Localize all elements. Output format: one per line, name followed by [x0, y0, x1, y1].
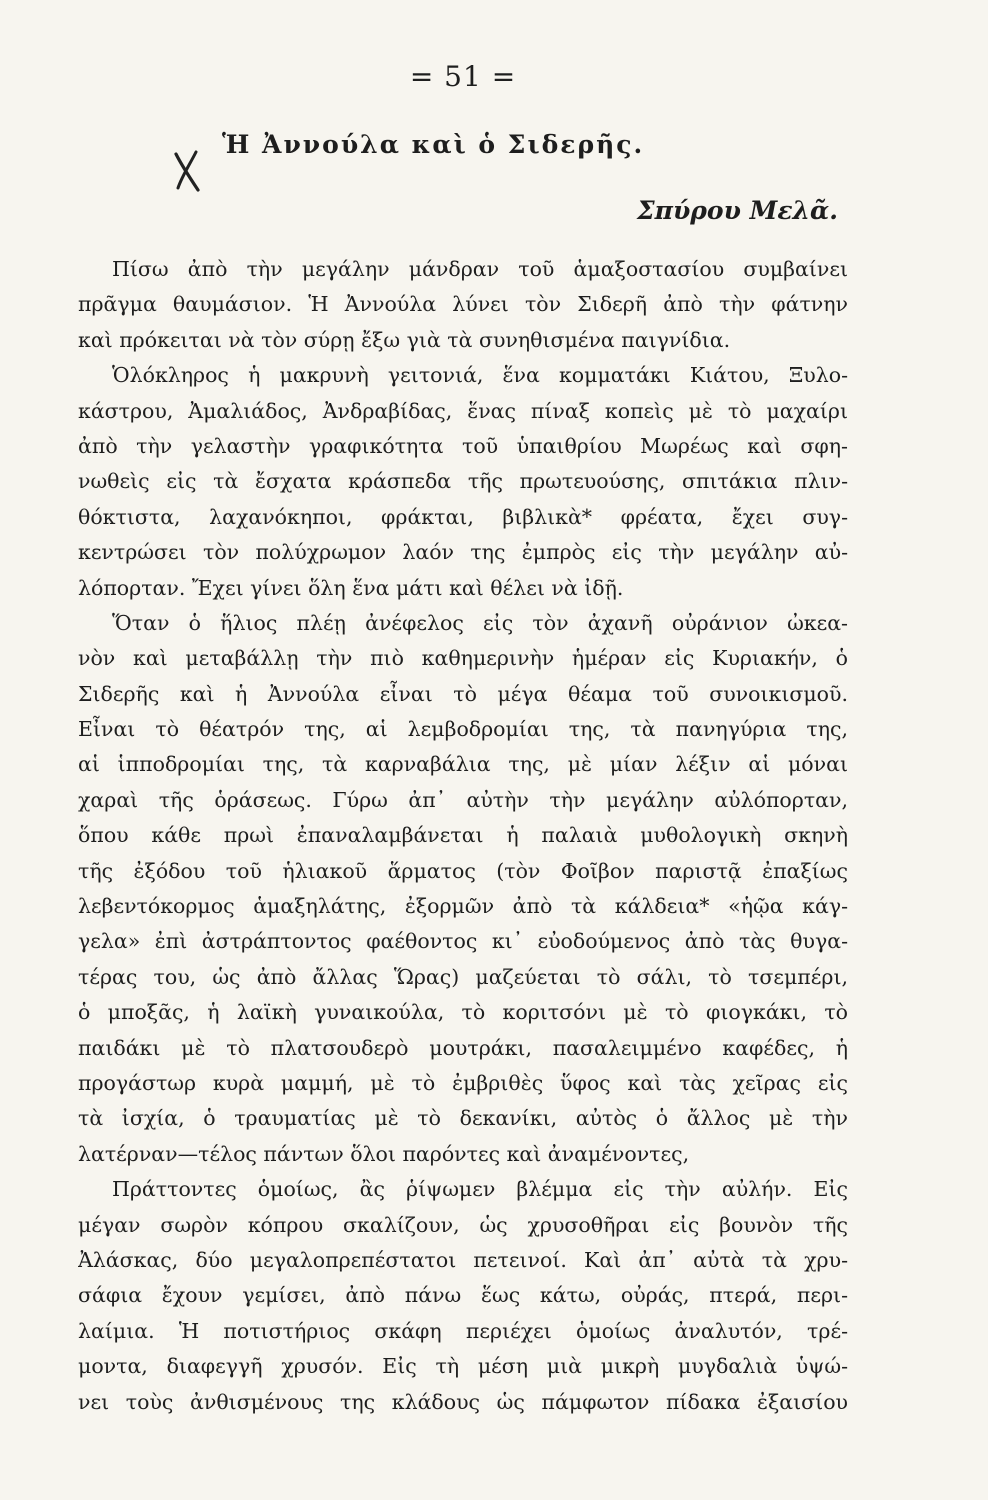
text-line: προγάστωρ κυρὰ μαμμή, μὲ τὸ ἐμβριθὲς ὕφος καὶ τὰς χεῖρας εἰς — [78, 1070, 848, 1095]
text-line: μοντα, διαφεγγῆ χρυσόν. Εἰς τὴ μέση μιὰ μικρὴ μυγδαλιὰ ὑψώ- — [78, 1354, 848, 1379]
handwritten-x-mark-icon — [170, 148, 204, 194]
text-line: νωθεὶς εἰς τὰ ἔσχατα κράσπεδα τῆς πρωτευούσης, σπιτάκια πλιν- — [78, 469, 848, 494]
text-line: τέρας του, ὡς ἀπὸ ἄλλας Ὥρας) μαζεύεται τὸ σάλι, τὸ τσεμπέρι, — [78, 964, 848, 989]
text-line: ἀπὸ τὴν γελαστὴν γραφικότητα τοῦ ὑπαιθρίου Μωρέως καὶ σφη- — [78, 433, 848, 458]
text-line: Ὁλόκληρος ἡ μακρυνὴ γειτονιά, ἕνα κομματάκι Κιάτου, Ξυλο- — [112, 363, 848, 388]
page-number: = 51 = — [409, 60, 517, 93]
text-line: κεντρώσει τὸν πολύχρωμον λαόν της ἐμπρὸς εἰς τὴν μεγάλην αὐ- — [78, 540, 848, 565]
text-line: ὁ μποξᾶς, ἡ λαϊκὴ γυναικούλα, τὸ κοριτσόνι μὲ τὸ φιογκάκι, τὸ — [78, 1000, 848, 1025]
text-line: Σιδερῆς καὶ ἡ Ἀννούλα εἶναι τὸ μέγα θέαμα τοῦ συνοικισμοῦ. — [78, 681, 848, 706]
text-line: θόκτιστα, λαχανόκηποι, φράκται, βιβλικὰ* φρέατα, ἔχει συγ- — [78, 504, 848, 529]
text-line: γελα» ἐπὶ ἀστράπτοντος φαέθοντος κι᾽ εὐοδούμενος ἀπὸ τὰς θυγα- — [78, 929, 848, 954]
chapter-title: Ἡ Ἀννούλα καὶ ὁ Σιδερῆς. — [222, 130, 645, 159]
text-line: Πράττοντες ὁμοίως, ἂς ῥίψωμεν βλέμμα εἰς τὴν αὐλήν. Εἰς — [112, 1177, 848, 1202]
text-line: αἱ ἱπποδρομίαι της, τὰ καρναβάλια της, μὲ μίαν λέξιν αἱ μόναι — [78, 752, 848, 777]
text-line: τὰ ἰσχία, ὁ τραυματίας μὲ τὸ δεκανίκι, αὐτὸς ὁ ἄλλος μὲ τὴν — [78, 1106, 848, 1131]
author-name: Σπύρου Μελᾶ. — [636, 196, 838, 225]
text-line: νὸν καὶ μεταβάλλῃ τὴν πιὸ καθημερινὴν ἡμέραν εἰς Κυριακήν, ὁ — [78, 646, 848, 671]
text-line: μέγαν σωρὸν κόπρου σκαλίζουν, ὡς χρυσοθῆραι εἰς βουνὸν τῆς — [78, 1212, 848, 1237]
text-line: λατέρναν—τέλος πάντων ὅλοι παρόντες καὶ ἀναμένοντες, — [78, 1141, 690, 1166]
text-line: τῆς ἐξόδου τοῦ ἡλιακοῦ ἅρματος (τὸν Φοῖβον παριστᾷ ἐπαξίως — [78, 858, 848, 883]
text-line: χαραὶ τῆς ὁράσεως. Γύρω ἀπ᾽ αὐτὴν τὴν μεγάλην αὐλόπορταν, — [78, 787, 848, 812]
text-line: σάφια ἔχουν γεμίσει, ἀπὸ πάνω ἕως κάτω, οὐράς, πτερά, περι- — [78, 1283, 848, 1308]
text-line: κάστρου, Ἀμαλιάδος, Ἀνδραβίδας, ἕνας πίναξ κοπεὶς μὲ τὸ μαχαίρι — [78, 398, 848, 423]
text-line: Εἶναι τὸ θέατρόν της, αἱ λεμβοδρομίαι της, τὰ πανηγύρια της, — [78, 717, 848, 742]
text-line: Ἀλάσκας, δύο μεγαλοπρεπέστατοι πετεινοί. Καὶ ἀπ᾽ αὐτὰ τὰ χρυ- — [78, 1247, 848, 1272]
text-line: πρᾶγμα θαυμάσιον. Ἡ Ἀννούλα λύνει τὸν Σιδερῆ ἀπὸ τὴν φάτνην — [78, 292, 848, 317]
text-line: λεβεντόκορμος ἁμαξηλάτης, ἐξορμῶν ἀπὸ τὰ κάλδεια* «ἡῷα κάγ- — [78, 894, 848, 919]
text-line: ὅπου κάθε πρωὶ ἐπαναλαμβάνεται ἡ παλαιὰ μυθολογικὴ σκηνὴ — [78, 823, 848, 848]
text-line: λόπορταν. Ἔχει γίνει ὅλη ἕνα μάτι καὶ θέλει νὰ ἰδῇ. — [78, 575, 624, 600]
text-line: Ὅταν ὁ ἥλιος πλέῃ ἀνέφελος εἰς τὸν ἀχανῆ οὐράνιον ὠκεα- — [112, 610, 848, 635]
text-line: νει τοὺς ἀνθισμένους της κλάδους ὡς πάμφωτον πίδακα ἐξαισίου — [78, 1389, 848, 1414]
text-line: καὶ πρόκειται νὰ τὸν σύρῃ ἔξω γιὰ τὰ συνηθισμένα παιγνίδια. — [78, 327, 731, 352]
text-line: παιδάκι μὲ τὸ πλατσουδερὸ μουτράκι, πασαλειμμένο καφέδες, ἡ — [78, 1035, 848, 1060]
text-line: λαίμια. Ἡ ποτιστήριος σκάφη περιέχει ὁμοίως ἀναλυτόν, τρέ- — [78, 1318, 848, 1343]
text-line: Πίσω ἀπὸ τὴν μεγάλην μάνδραν τοῦ ἁμαξοστασίου συμβαίνει — [112, 257, 848, 281]
body-text — [78, 252, 848, 1420]
